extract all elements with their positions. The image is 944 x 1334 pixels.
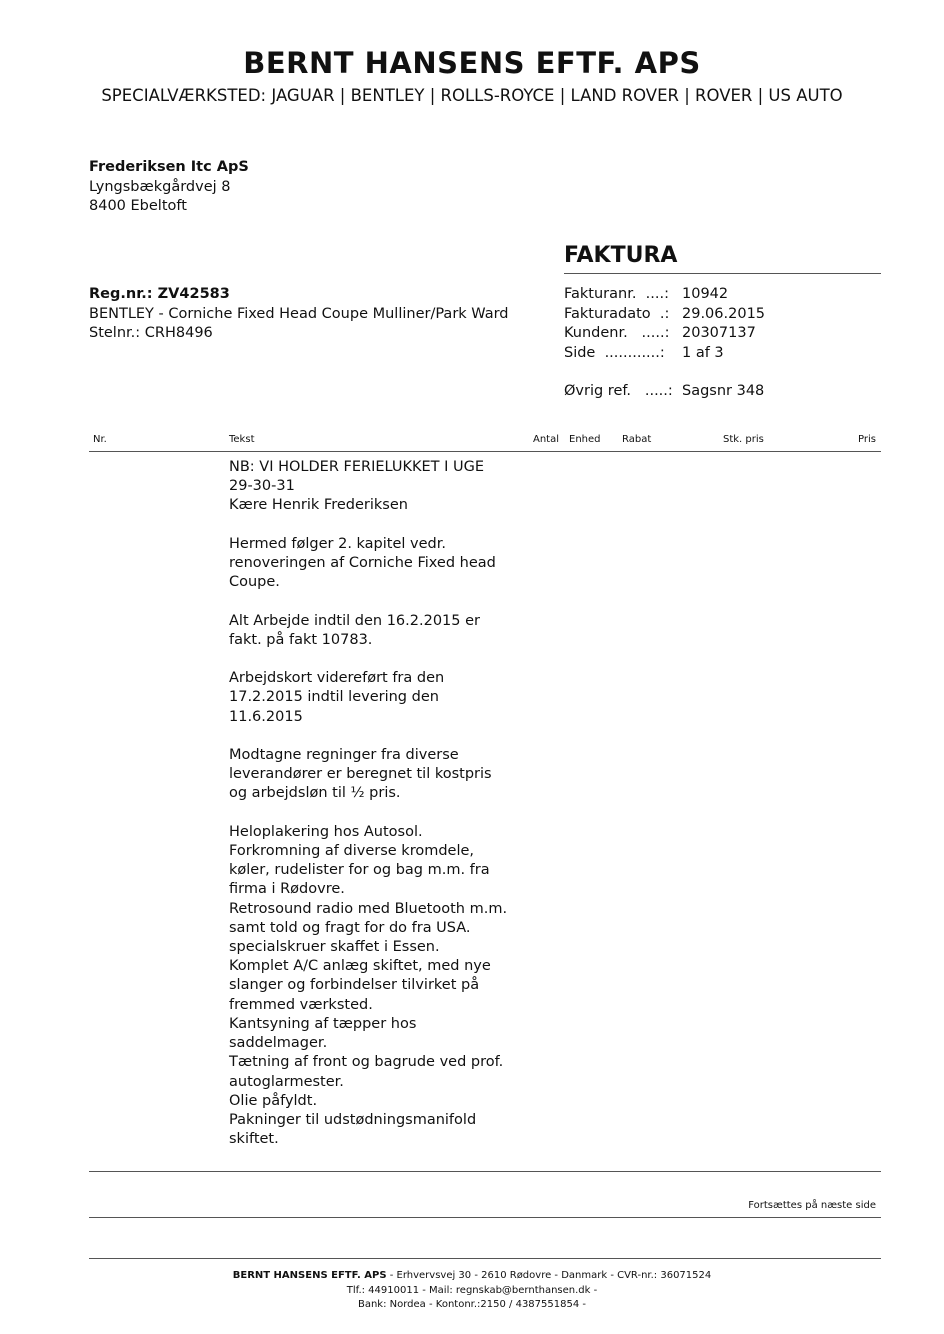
footer-company: BERNT HANSENS EFTF. APS	[232, 1270, 387, 1281]
column-stk-pris: Stk. pris	[723, 434, 764, 445]
vehicle-info	[89, 285, 509, 344]
vehicle-reg: Reg.nr.: ZV42583	[89, 286, 230, 302]
divider	[89, 451, 881, 452]
meta-row-ref	[564, 382, 765, 402]
company-name: BERNT HANSENS EFTF. APS	[243, 46, 701, 80]
vehicle-model: BENTLEY - Corniche Fixed Head Coupe Mulliner/Park Ward	[89, 305, 509, 322]
meta-row	[564, 324, 765, 344]
continue-note: Fortsættes på næste side	[748, 1200, 876, 1211]
column-rabat: Rabat	[622, 434, 652, 445]
recipient-address	[89, 158, 249, 217]
invoice-meta	[564, 285, 765, 402]
footer-line-1	[0, 1269, 944, 1284]
meta-label: Kundenr. .....:	[564, 325, 670, 341]
meta-value: 1 af 3	[682, 344, 724, 361]
meta-row	[564, 305, 765, 325]
meta-label: Fakturadato .:	[564, 305, 670, 322]
meta-value: 10942	[682, 286, 729, 302]
invoice-body-text: NB: VI HOLDER FERIELUKKET I UGE 29-30-31 Kære Henrik Frederiksen Hermed følger 2. kapitel vedr. renoveringen af Corniche Fixed head Coupe. Alt Arbejde indtil den 16.2.2015 er fakt. på fakt 10783. Arbejdskort videreført fra den 17.2.2015 indtil levering den 11.6.2015 Modtagne regninger fra diverse leverandører er beregnet til kostpris og arbejdsløn til ½ pris. Heloplakering hos Autosol. Forkromning af diverse kromdele, køler, rudelister for og bag m.m. fra firma i Rødovre. Retrosound radio med Bluetooth m.m. samt told og fragt for do fra USA. specialskruer skaffet i Essen. Komplet A/C anlæg skiftet, med nye slanger og forbindelser tilvirket på fremmed værksted. Kantsyning af tæpper hos saddelmager. Tætning af front og bagrude ved prof. autoglarmester. Olie påfyldt. Pakninger til udstødningsmanifold skiftet.	[229, 459, 508, 1148]
divider	[89, 1171, 881, 1172]
column-nr: Nr.	[93, 434, 107, 445]
meta-label: Øvrig ref. .....:	[564, 383, 673, 399]
meta-row	[564, 285, 765, 305]
column-tekst: Tekst	[229, 434, 255, 445]
footer-address: - Erhvervsvej 30 - 2610 Rødovre - Danmark - CVR-nr.: 36071524	[386, 1270, 712, 1281]
company-tagline: SPECIALVÆRKSTED: JAGUAR | BENTLEY | ROLLS-ROYCE | LAND ROVER | ROVER | US AUTO	[101, 86, 843, 105]
column-enhed: Enhed	[569, 434, 601, 445]
meta-value: 20307137	[682, 325, 756, 341]
column-antal: Antal	[533, 434, 560, 445]
meta-value: 29.06.2015	[682, 305, 766, 322]
meta-row	[564, 344, 765, 364]
page-footer	[0, 1269, 944, 1313]
divider	[89, 1217, 881, 1218]
column-pris: Pris	[858, 434, 876, 445]
invoice-title: FAKTURA	[564, 243, 678, 268]
meta-label: Fakturanr. ....:	[564, 286, 669, 302]
divider	[564, 273, 881, 274]
footer-line-3: Bank: Nordea - Kontonr.:2150 / 4387551854 -	[357, 1299, 586, 1310]
meta-label: Side ............:	[564, 344, 665, 361]
footer-line-2: Tlf.: 44910011 - Mail: regnskab@bernthansen.dk -	[346, 1284, 598, 1296]
recipient-street: Lyngsbækgårdvej 8	[89, 178, 231, 195]
recipient-name: Frederiksen Itc ApS	[89, 159, 249, 175]
divider	[89, 1258, 881, 1259]
meta-value: Sagsnr 348	[682, 383, 765, 399]
recipient-city: 8400 Ebeltoft	[89, 198, 187, 214]
vehicle-chassis: Stelnr.: CRH8496	[89, 325, 213, 341]
